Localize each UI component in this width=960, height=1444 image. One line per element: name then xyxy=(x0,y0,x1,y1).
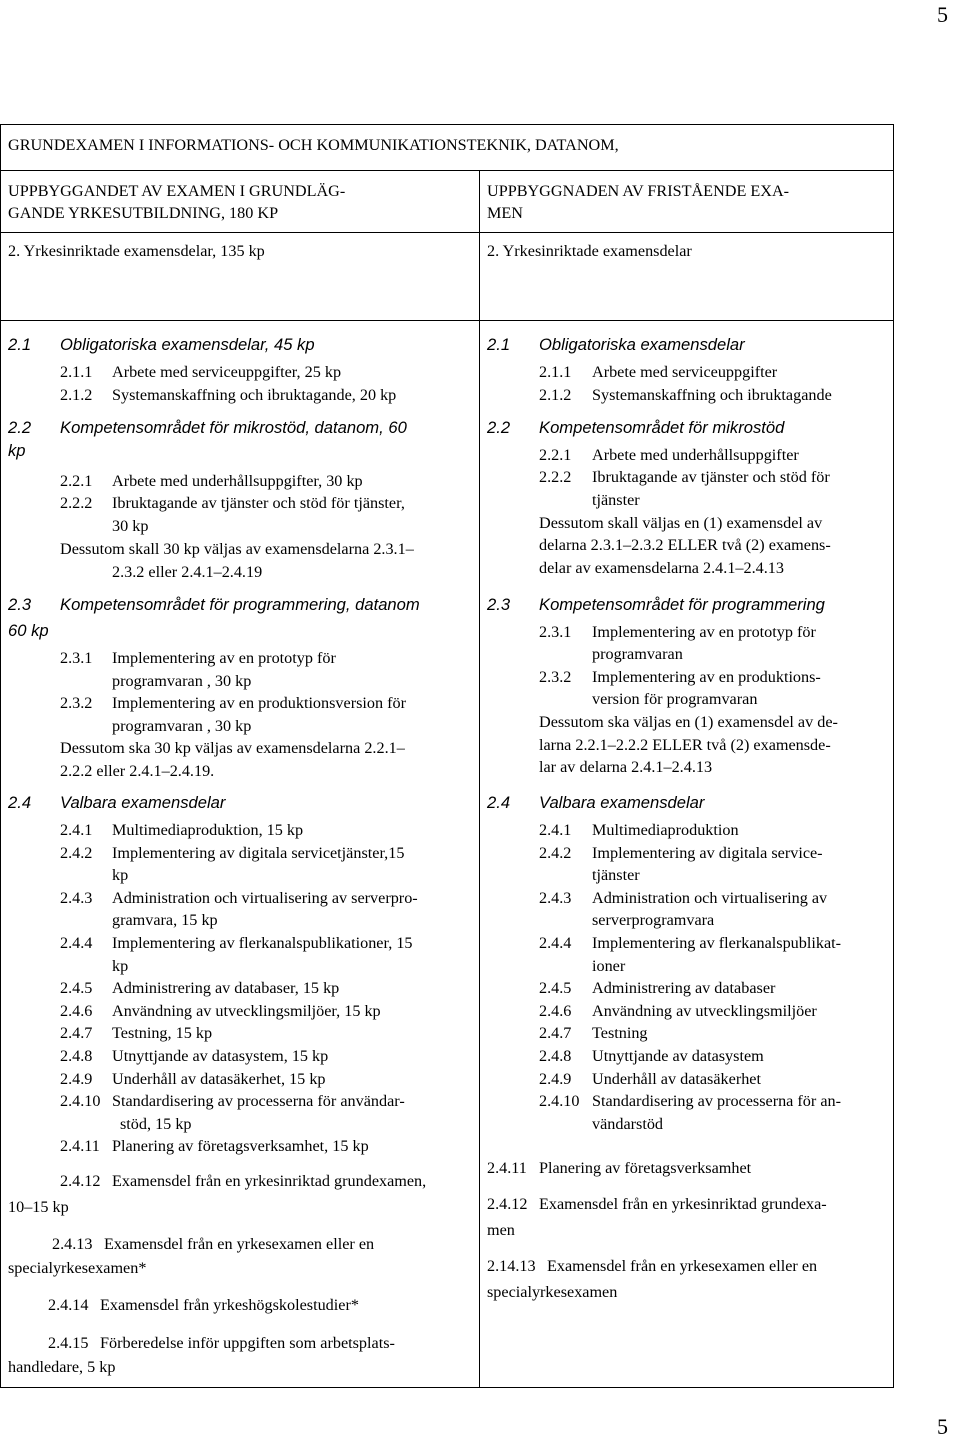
item-num: 2.4.7 xyxy=(60,1024,93,1042)
item-text: Underhåll av datasäkerhet, 15 kp xyxy=(112,1070,326,1088)
item-text: Underhåll av datasäkerhet xyxy=(592,1070,761,1088)
item-num: 2.4.1 xyxy=(539,821,572,839)
item-text: Multimediaproduktion xyxy=(592,821,739,839)
section-title: Kompetensområdet för programmering, datanom xyxy=(60,595,420,614)
item-text: Planering av företagsverksamhet xyxy=(539,1159,752,1177)
section-note: Dessutom skall väljas en (1) examensdel av xyxy=(539,514,823,532)
section-note: lar av delarna 2.4.1–2.4.13 xyxy=(539,758,713,776)
item-text: Systemanskaffning och ibruktagande xyxy=(592,386,832,404)
section-title: Kompetensområdet för mikrostöd xyxy=(539,418,785,437)
section-num: 2.1 xyxy=(8,335,32,354)
item-text: Examensdel från yrkeshögskolestudier* xyxy=(100,1296,359,1314)
section-num: 2.4 xyxy=(487,793,511,812)
item-text-cont: stöd, 15 kp xyxy=(120,1115,192,1133)
item-text: Examensdel från en yrkesinriktad grundexamen, xyxy=(112,1172,427,1190)
item-num: 2.1.2 xyxy=(60,386,93,404)
item-text: Utnyttjande av datasystem, 15 kp xyxy=(112,1047,329,1065)
item-text: Implementering av en produktions- xyxy=(592,668,821,686)
item-text: Arbete med underhållsuppgifter xyxy=(592,446,799,464)
item-num: 2.3.2 xyxy=(539,668,572,686)
left-header-sub: 2. Yrkesinriktade examensdelar, 135 kp xyxy=(8,242,265,260)
item-text: Användning av utvecklingsmiljöer, 15 kp xyxy=(112,1002,381,1020)
item-num: 2.4.10 xyxy=(60,1092,101,1110)
divider-body xyxy=(0,320,894,321)
item-num: 2.2.2 xyxy=(60,494,93,512)
divider-title xyxy=(0,170,894,171)
item-text-cont: programvaran , 30 kp xyxy=(112,717,252,735)
item-text: Administration och virtualisering av serverpro- xyxy=(112,889,418,907)
item-text-cont: ioner xyxy=(592,957,626,975)
section-num: 2.3 xyxy=(487,595,511,614)
item-text: Arbete med serviceuppgifter xyxy=(592,363,778,381)
item-text: Testning, 15 kp xyxy=(112,1024,213,1042)
item-num: 2.4.2 xyxy=(539,844,572,862)
item-text-cont: kp xyxy=(112,957,129,975)
item-num: 2.4.9 xyxy=(539,1070,572,1088)
section-title: Kompetensområdet för programmering xyxy=(539,595,825,614)
right-header-line1: UPPBYGGNADEN AV FRISTÅENDE EXA- xyxy=(487,182,790,200)
item-num: 2.4.5 xyxy=(539,979,572,997)
item-num: 2.4.12 xyxy=(60,1172,101,1190)
item-num: 2.4.13 xyxy=(52,1235,93,1253)
item-num: 2.4.2 xyxy=(60,844,93,862)
item-num: 2.4.4 xyxy=(60,934,93,952)
item-text: Implementering av en produktionsversion för xyxy=(112,694,406,712)
section-note: 2.2.2 eller 2.4.1–2.4.19. xyxy=(60,762,215,780)
item-text: Implementering av flerkanalspublikationer, 15 xyxy=(112,934,413,952)
item-text: Utnyttjande av datasystem xyxy=(592,1047,764,1065)
item-text-cont: vändarstöd xyxy=(592,1115,664,1133)
item-num: 2.14.13 xyxy=(487,1257,536,1275)
item-num: 2.4.15 xyxy=(48,1334,89,1352)
item-text-cont: kp xyxy=(112,866,129,884)
item-text: Systemanskaffning och ibruktagande, 20 kp xyxy=(112,386,397,404)
item-text: Examensdel från en yrkesinriktad grundexa- xyxy=(539,1195,827,1213)
item-text: Administration och virtualisering av xyxy=(592,889,828,907)
item-text: Standardisering av processerna för användar- xyxy=(112,1092,405,1110)
item-num: 2.1.2 xyxy=(539,386,572,404)
item-num: 2.2.1 xyxy=(539,446,572,464)
item-num: 2.4.8 xyxy=(539,1047,572,1065)
section-num: 2.2 xyxy=(8,418,32,437)
item-text: Implementering av en prototyp för xyxy=(592,623,816,641)
section-num: 2.3 xyxy=(8,595,32,614)
item-text: Arbete med serviceuppgifter, 25 kp xyxy=(112,363,342,381)
item-num: 2.4.3 xyxy=(539,889,572,907)
item-num: 2.3.1 xyxy=(539,623,572,641)
left-header-line1: UPPBYGGANDET AV EXAMEN I GRUNDLÄG- xyxy=(8,182,346,200)
item-num: 2.4.10 xyxy=(539,1092,580,1110)
item-text: Standardisering av processerna för an- xyxy=(592,1092,842,1110)
section-note: delarna 2.3.1–2.3.2 ELLER två (2) examens- xyxy=(539,536,831,554)
item-text-cont: 30 kp xyxy=(112,517,149,535)
item-text-cont: men xyxy=(487,1221,515,1239)
section-title: Valbara examensdelar xyxy=(60,793,226,812)
item-text: Administrering av databaser, 15 kp xyxy=(112,979,340,997)
item-num: 2.4.4 xyxy=(539,934,572,952)
item-num: 2.3.1 xyxy=(60,649,93,667)
section-note: larna 2.2.1–2.2.2 ELLER två (2) examensde- xyxy=(539,736,831,754)
section-num: 2.2 xyxy=(487,418,511,437)
section-title: Obligatoriska examensdelar xyxy=(539,335,745,354)
item-text-cont: tjänster xyxy=(592,491,640,509)
item-text: Implementering av flerkanalspublikat- xyxy=(592,934,842,952)
divider-headers xyxy=(0,232,894,233)
item-text-cont: gramvara, 15 kp xyxy=(112,911,218,929)
item-num: 2.4.3 xyxy=(60,889,93,907)
item-num: 2.4.5 xyxy=(60,979,93,997)
right-header-sub: 2. Yrkesinriktade examensdelar xyxy=(487,242,692,260)
item-text-cont: version för programvaran xyxy=(592,690,758,708)
item-text: Administrering av databaser xyxy=(592,979,776,997)
item-num: 2.4.14 xyxy=(48,1296,89,1314)
page-number-top: 5 xyxy=(937,2,948,27)
section-title-cont: 60 kp xyxy=(8,621,49,640)
item-num: 2.4.8 xyxy=(60,1047,93,1065)
item-text-cont: serverprogramvara xyxy=(592,911,715,929)
section-note: Dessutom ska väljas en (1) examensdel av de- xyxy=(539,713,838,731)
item-text-cont: specialyrkesexamen* xyxy=(8,1259,147,1277)
item-num: 2.4.1 xyxy=(60,821,93,839)
section-note: delar av examensdelarna 2.4.1–2.4.13 xyxy=(539,559,784,577)
item-text: Arbete med underhållsuppgifter, 30 kp xyxy=(112,472,363,490)
item-text: Implementering av digitala servicetjänster,15 xyxy=(112,844,405,862)
section-note: Dessutom ska 30 kp väljas av examensdelarna 2.2.1– xyxy=(60,739,405,757)
item-num: 2.3.2 xyxy=(60,694,93,712)
item-num: 2.1.1 xyxy=(539,363,572,381)
section-note: Dessutom skall 30 kp väljas av examensdelarna 2.3.1– xyxy=(60,540,414,558)
item-num: 2.1.1 xyxy=(60,363,93,381)
item-text: Testning xyxy=(592,1024,648,1042)
item-text: Användning av utvecklingsmiljöer xyxy=(592,1002,817,1020)
item-text-cont: 10–15 kp xyxy=(8,1198,69,1216)
item-text-cont: handledare, 5 kp xyxy=(8,1358,116,1376)
item-text: Multimediaproduktion, 15 kp xyxy=(112,821,304,839)
section-num: 2.1 xyxy=(487,335,511,354)
section-title: Valbara examensdelar xyxy=(539,793,705,812)
item-num: 2.4.11 xyxy=(487,1159,527,1177)
item-text: Examensdel från en yrkesexamen eller en xyxy=(104,1235,375,1253)
item-num: 2.2.2 xyxy=(539,468,572,486)
item-text: Planering av företagsverksamhet, 15 kp xyxy=(112,1137,369,1155)
item-text-cont: tjänster xyxy=(592,866,640,884)
item-text: Ibruktagande av tjänster och stöd för tjänster, xyxy=(112,494,405,512)
column-divider xyxy=(479,170,480,1388)
section-title: Obligatoriska examensdelar, 45 kp xyxy=(60,335,315,354)
page-title: GRUNDEXAMEN I INFORMATIONS- OCH KOMMUNIKATIONSTEKNIK, DATANOM, xyxy=(8,136,619,154)
item-num: 2.4.7 xyxy=(539,1024,572,1042)
section-title: Kompetensområdet för mikrostöd, datanom, 60 xyxy=(60,418,407,437)
section-title-cont: kp xyxy=(8,441,26,460)
item-num: 2.2.1 xyxy=(60,472,93,490)
item-text-cont: programvaran , 30 kp xyxy=(112,672,252,690)
page-number-bottom: 5 xyxy=(937,1414,948,1439)
item-text: Förberedelse inför uppgiften som arbetsplats- xyxy=(100,1334,395,1352)
item-num: 2.4.11 xyxy=(60,1137,100,1155)
section-note: 2.3.2 eller 2.4.1–2.4.19 xyxy=(112,563,263,581)
item-text-cont: programvaran xyxy=(592,645,683,663)
section-num: 2.4 xyxy=(8,793,32,812)
item-text: Ibruktagande av tjänster och stöd för xyxy=(592,468,830,486)
item-text: Implementering av en prototyp för xyxy=(112,649,336,667)
item-text-cont: specialyrkesexamen xyxy=(487,1283,618,1301)
item-text: Examensdel från en yrkesexamen eller en xyxy=(547,1257,818,1275)
right-header-line2: MEN xyxy=(487,204,523,222)
item-num: 2.4.12 xyxy=(487,1195,528,1213)
item-text: Implementering av digitala service- xyxy=(592,844,823,862)
item-num: 2.4.6 xyxy=(539,1002,572,1020)
item-num: 2.4.9 xyxy=(60,1070,93,1088)
item-num: 2.4.6 xyxy=(60,1002,93,1020)
left-header-line2: GANDE YRKESUTBILDNING, 180 KP xyxy=(8,204,279,222)
